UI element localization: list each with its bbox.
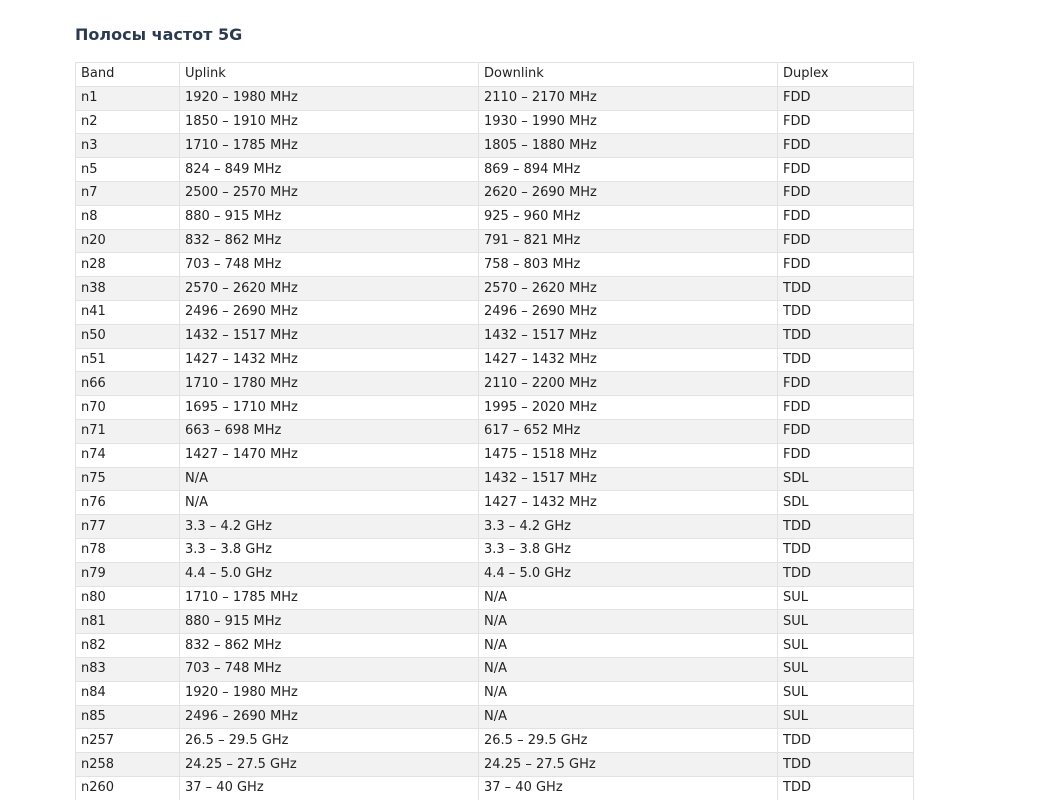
cell-band: n3 [76, 134, 180, 158]
cell-duplex: FDD [778, 86, 914, 110]
cell-band: n257 [76, 729, 180, 753]
cell-uplink: 880 – 915 MHz [180, 205, 479, 229]
cell-band: n76 [76, 491, 180, 515]
cell-downlink: N/A [479, 681, 778, 705]
cell-band: n74 [76, 443, 180, 467]
column-header-band: Band [76, 63, 180, 87]
cell-uplink: N/A [180, 467, 479, 491]
cell-downlink: 1475 – 1518 MHz [479, 443, 778, 467]
cell-downlink: 1432 – 1517 MHz [479, 324, 778, 348]
cell-downlink: 1930 – 1990 MHz [479, 110, 778, 134]
cell-band: n28 [76, 253, 180, 277]
cell-duplex: FDD [778, 181, 914, 205]
cell-uplink: N/A [180, 491, 479, 515]
cell-duplex: SDL [778, 467, 914, 491]
cell-band: n258 [76, 753, 180, 777]
table-row [76, 681, 914, 705]
table-row [76, 443, 914, 467]
cell-uplink: 832 – 862 MHz [180, 634, 479, 658]
cell-duplex: FDD [778, 158, 914, 182]
cell-uplink: 1850 – 1910 MHz [180, 110, 479, 134]
cell-band: n51 [76, 348, 180, 372]
table-row [76, 729, 914, 753]
cell-band: n85 [76, 705, 180, 729]
cell-duplex: TDD [778, 729, 914, 753]
table-row [76, 86, 914, 110]
table-row [76, 229, 914, 253]
cell-duplex: FDD [778, 229, 914, 253]
table-row [76, 657, 914, 681]
cell-downlink: 1805 – 1880 MHz [479, 134, 778, 158]
cell-band: n20 [76, 229, 180, 253]
cell-uplink: 1710 – 1780 MHz [180, 372, 479, 396]
table-row [76, 300, 914, 324]
cell-duplex: FDD [778, 443, 914, 467]
cell-uplink: 703 – 748 MHz [180, 657, 479, 681]
cell-downlink: N/A [479, 586, 778, 610]
cell-band: n83 [76, 657, 180, 681]
cell-uplink: 1710 – 1785 MHz [180, 586, 479, 610]
cell-duplex: SUL [778, 586, 914, 610]
table-row [76, 776, 914, 800]
cell-duplex: SUL [778, 610, 914, 634]
cell-uplink: 880 – 915 MHz [180, 610, 479, 634]
cell-duplex: FDD [778, 205, 914, 229]
table-row [76, 277, 914, 301]
cell-duplex: SUL [778, 681, 914, 705]
cell-duplex: TDD [778, 538, 914, 562]
cell-band: n80 [76, 586, 180, 610]
column-header-uplink: Uplink [180, 63, 479, 87]
cell-band: n38 [76, 277, 180, 301]
cell-downlink: N/A [479, 634, 778, 658]
cell-downlink: 1427 – 1432 MHz [479, 491, 778, 515]
cell-downlink: 1995 – 2020 MHz [479, 396, 778, 420]
table-row [76, 158, 914, 182]
column-header-duplex: Duplex [778, 63, 914, 87]
cell-duplex: FDD [778, 253, 914, 277]
cell-uplink: 663 – 698 MHz [180, 419, 479, 443]
cell-duplex: TDD [778, 277, 914, 301]
page-title: Полосы частот 5G [75, 25, 243, 44]
cell-downlink: 791 – 821 MHz [479, 229, 778, 253]
table-row [76, 634, 914, 658]
cell-uplink: 26.5 – 29.5 GHz [180, 729, 479, 753]
cell-band: n7 [76, 181, 180, 205]
column-header-downlink: Downlink [479, 63, 778, 87]
cell-uplink: 2570 – 2620 MHz [180, 277, 479, 301]
cell-band: n81 [76, 610, 180, 634]
cell-uplink: 2496 – 2690 MHz [180, 705, 479, 729]
cell-band: n79 [76, 562, 180, 586]
cell-downlink: 925 – 960 MHz [479, 205, 778, 229]
cell-band: n50 [76, 324, 180, 348]
cell-uplink: 3.3 – 3.8 GHz [180, 538, 479, 562]
table-row [76, 372, 914, 396]
cell-band: n84 [76, 681, 180, 705]
cell-band: n5 [76, 158, 180, 182]
table-row [76, 515, 914, 539]
cell-downlink: 2110 – 2170 MHz [479, 86, 778, 110]
table-body [76, 86, 914, 800]
cell-downlink: 3.3 – 3.8 GHz [479, 538, 778, 562]
cell-downlink: N/A [479, 610, 778, 634]
table-row [76, 419, 914, 443]
cell-downlink: 2496 – 2690 MHz [479, 300, 778, 324]
cell-uplink: 1695 – 1710 MHz [180, 396, 479, 420]
table-row [76, 396, 914, 420]
cell-downlink: 1432 – 1517 MHz [479, 467, 778, 491]
table-row [76, 467, 914, 491]
cell-band: n70 [76, 396, 180, 420]
cell-duplex: FDD [778, 372, 914, 396]
cell-band: n75 [76, 467, 180, 491]
cell-band: n41 [76, 300, 180, 324]
cell-duplex: TDD [778, 776, 914, 800]
cell-uplink: 37 – 40 GHz [180, 776, 479, 800]
cell-duplex: FDD [778, 110, 914, 134]
cell-downlink: 869 – 894 MHz [479, 158, 778, 182]
cell-downlink: 1427 – 1432 MHz [479, 348, 778, 372]
cell-duplex: TDD [778, 562, 914, 586]
table-row [76, 705, 914, 729]
cell-duplex: SUL [778, 705, 914, 729]
cell-downlink: 4.4 – 5.0 GHz [479, 562, 778, 586]
cell-band: n260 [76, 776, 180, 800]
cell-downlink: 37 – 40 GHz [479, 776, 778, 800]
cell-duplex: TDD [778, 324, 914, 348]
cell-duplex: FDD [778, 419, 914, 443]
table-row [76, 610, 914, 634]
cell-band: n82 [76, 634, 180, 658]
cell-band: n78 [76, 538, 180, 562]
cell-duplex: TDD [778, 515, 914, 539]
cell-duplex: FDD [778, 134, 914, 158]
table-row [76, 538, 914, 562]
cell-uplink: 4.4 – 5.0 GHz [180, 562, 479, 586]
cell-band: n66 [76, 372, 180, 396]
table-row [76, 562, 914, 586]
cell-downlink: 617 – 652 MHz [479, 419, 778, 443]
cell-band: n2 [76, 110, 180, 134]
cell-uplink: 1427 – 1470 MHz [180, 443, 479, 467]
cell-uplink: 1920 – 1980 MHz [180, 681, 479, 705]
cell-duplex: SDL [778, 491, 914, 515]
cell-uplink: 1432 – 1517 MHz [180, 324, 479, 348]
table-row [76, 253, 914, 277]
table-header-row [76, 63, 914, 87]
table-row [76, 134, 914, 158]
cell-downlink: N/A [479, 705, 778, 729]
frequency-bands-table [75, 62, 914, 800]
cell-downlink: 758 – 803 MHz [479, 253, 778, 277]
cell-downlink: N/A [479, 657, 778, 681]
table-row [76, 324, 914, 348]
cell-uplink: 1427 – 1432 MHz [180, 348, 479, 372]
table-row [76, 110, 914, 134]
cell-uplink: 824 – 849 MHz [180, 158, 479, 182]
cell-downlink: 2620 – 2690 MHz [479, 181, 778, 205]
cell-uplink: 832 – 862 MHz [180, 229, 479, 253]
cell-duplex: SUL [778, 657, 914, 681]
table-row [76, 491, 914, 515]
cell-band: n77 [76, 515, 180, 539]
cell-duplex: TDD [778, 300, 914, 324]
table-row [76, 586, 914, 610]
cell-uplink: 2500 – 2570 MHz [180, 181, 479, 205]
table-row [76, 753, 914, 777]
cell-duplex: TDD [778, 348, 914, 372]
table-row [76, 181, 914, 205]
cell-band: n71 [76, 419, 180, 443]
cell-duplex: SUL [778, 634, 914, 658]
table-row [76, 348, 914, 372]
cell-uplink: 2496 – 2690 MHz [180, 300, 479, 324]
cell-band: n1 [76, 86, 180, 110]
cell-uplink: 3.3 – 4.2 GHz [180, 515, 479, 539]
cell-downlink: 26.5 – 29.5 GHz [479, 729, 778, 753]
cell-downlink: 2110 – 2200 MHz [479, 372, 778, 396]
table-row [76, 205, 914, 229]
cell-uplink: 1710 – 1785 MHz [180, 134, 479, 158]
cell-downlink: 2570 – 2620 MHz [479, 277, 778, 301]
cell-uplink: 703 – 748 MHz [180, 253, 479, 277]
cell-downlink: 24.25 – 27.5 GHz [479, 753, 778, 777]
cell-downlink: 3.3 – 4.2 GHz [479, 515, 778, 539]
cell-duplex: FDD [778, 396, 914, 420]
cell-uplink: 24.25 – 27.5 GHz [180, 753, 479, 777]
cell-uplink: 1920 – 1980 MHz [180, 86, 479, 110]
cell-duplex: TDD [778, 753, 914, 777]
cell-band: n8 [76, 205, 180, 229]
